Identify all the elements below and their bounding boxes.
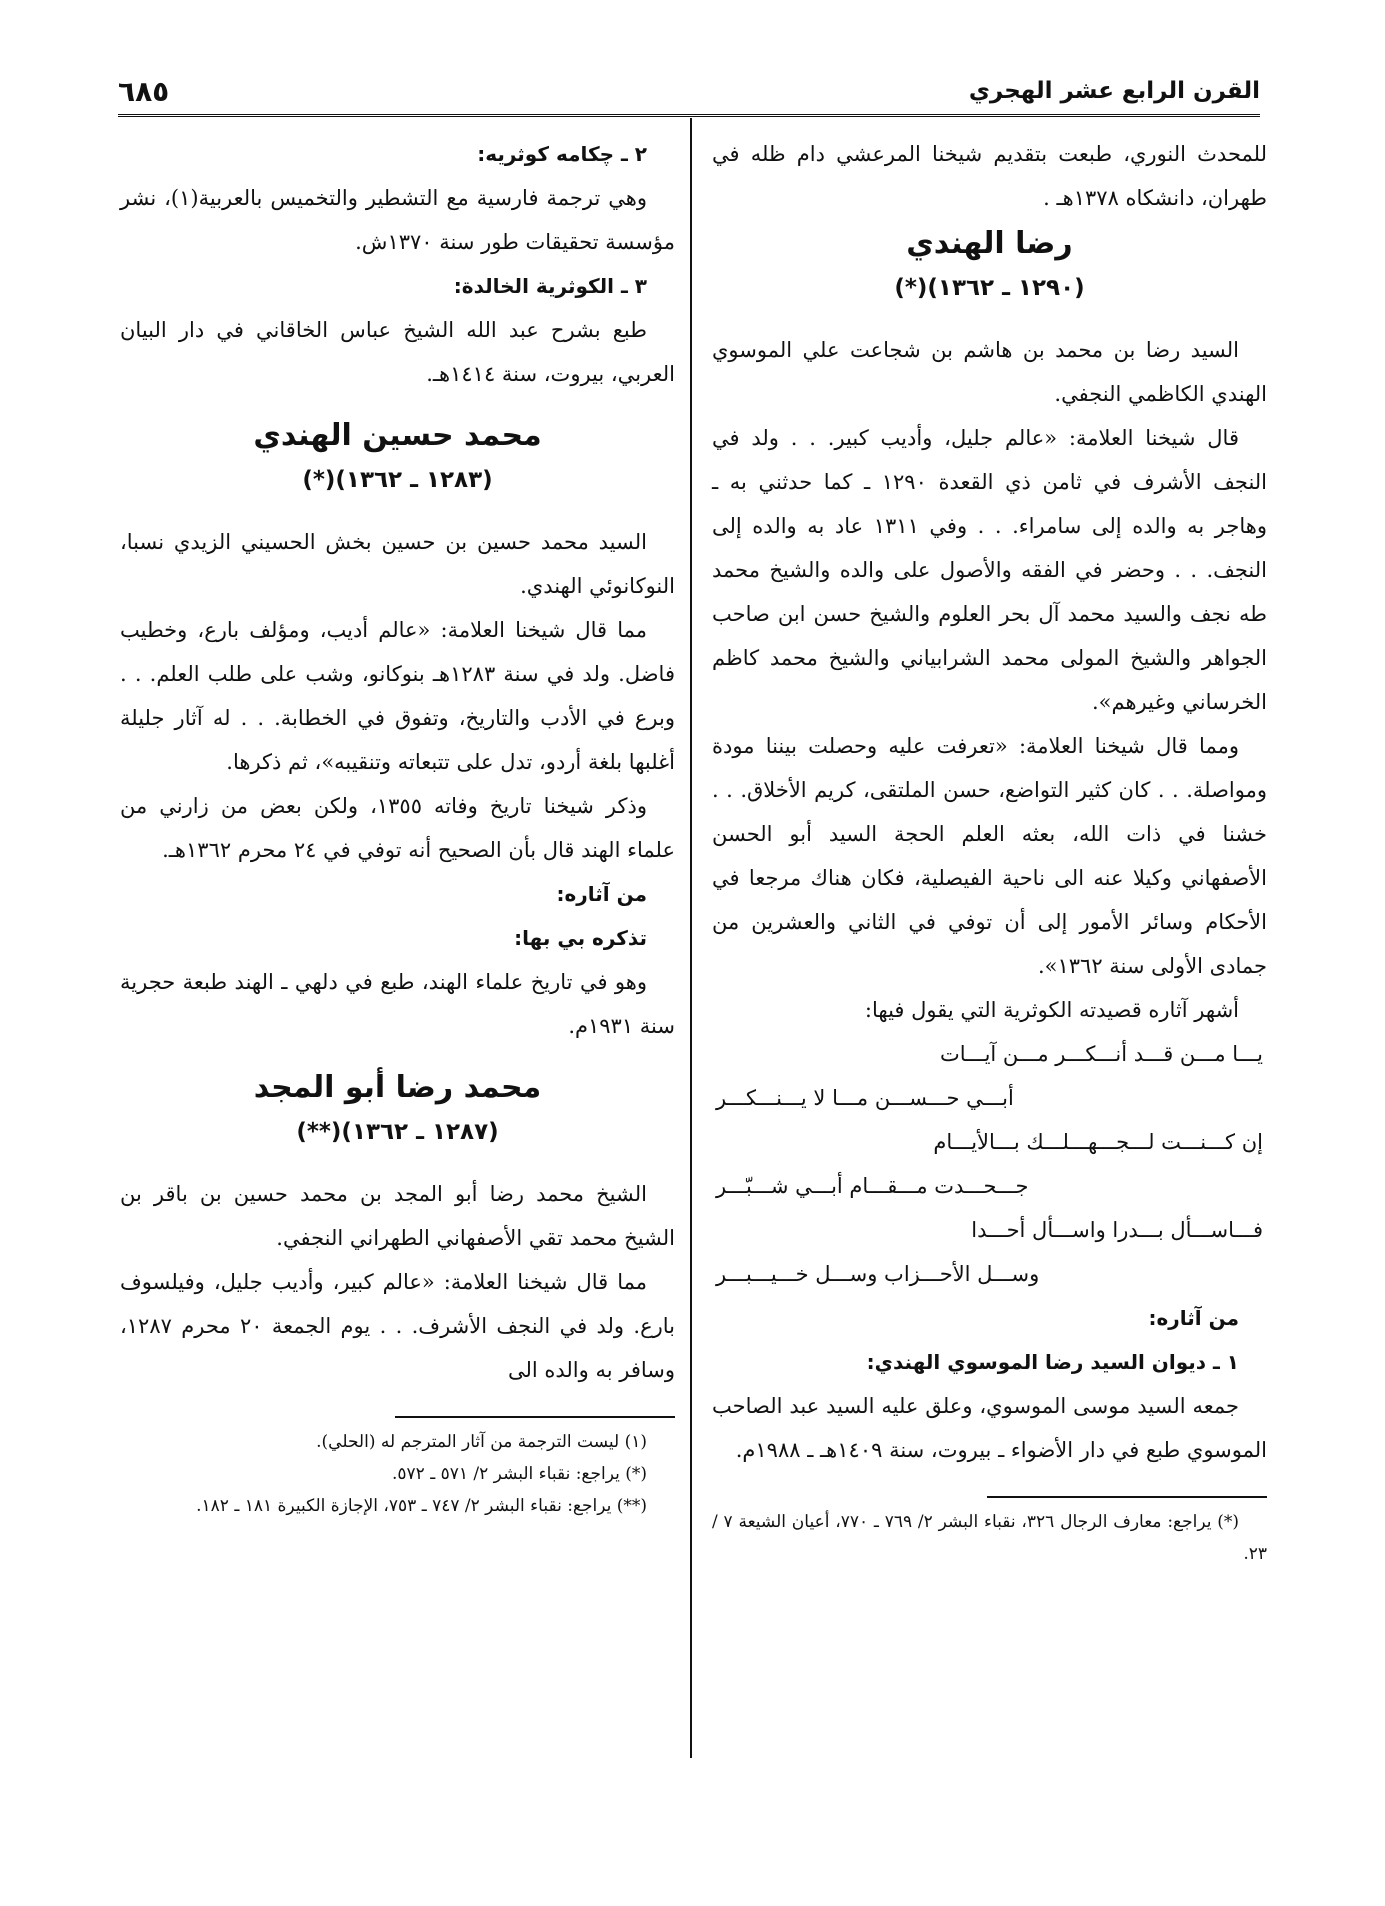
poem-verse: يـــا مـــن قـــد أنـــكـــر مـــن آيـــات (939, 1042, 1263, 1066)
poem-verse: وســـل الأحـــزاب وســـل خـــيـــبـــر (716, 1262, 1040, 1286)
bio-paragraph: السيد محمد حسين بن حسين بخش الحسيني الزيدي نسبا، النوكانوئي الهندي. (120, 530, 675, 598)
quote-paragraph-2: وذكر شيخنا تاريخ وفاته ١٣٥٥، ولكن بعض من زارني من علماء الهند قال بأن الصحيح أنه توفي في ٢٤ محرم ١٣٦٢هـ. (120, 794, 675, 862)
header-rule (118, 114, 1260, 117)
footnote-rule (987, 1496, 1267, 1498)
entry-heading-abu-al-majd: محمد رضا أبو المجد (253, 1070, 542, 1105)
poem-intro: أشهر آثاره قصيدته الكوثرية التي يقول فيها: (864, 998, 1239, 1022)
footnote-rule (395, 1416, 675, 1418)
work-description: وهي ترجمة فارسية مع التشطير والتخميس بالعربية(١)، نشر مؤسسة تحقيقات طور سنة ١٣٧٠ش. (120, 186, 675, 254)
quote-paragraph: قال شيخنا العلامة: «عالم جليل، وأديب كبير. . . ولد في النجف الأشرف في ثامن ذي القعدة ١٢٩٠ ـ كما حدثني به ـ وهاجر به والده إلى سامراء. . . وفي ١٣١١ عاد به والده إلى النجف. . . وحضر في الفقه والأصول على والده والشيخ محمد طه نجف والسيد محمد آل بحر العلوم والشيخ حسن ابن صاحب الجواهر والشيخ المولى محمد الشرابياني والشيخ محمد كاظم الخرساني وغيرهم». (712, 426, 1268, 714)
footnote: (*) يراجع: نقباء البشر ٢/ ٥٧١ ـ ٥٧٢. (391, 1464, 647, 1484)
work-description: وهو في تاريخ علماء الهند، طبع في دلهي ـ الهند طبعة حجرية سنة ١٩٣١م. (120, 970, 675, 1038)
intro-paragraph: للمحدث النوري، طبعت بتقديم شيخنا المرعشي دام ظله في طهران، دانشكاه ١٣٧٨هـ . (712, 142, 1267, 210)
entry-heading-muhammad-husayn: محمد حسين الهندي (253, 418, 542, 453)
work-description: طبع بشرح عبد الله الشيخ عباس الخاقاني في دار البيان العربي، بيروت، سنة ١٤١٤هـ. (120, 318, 675, 386)
bio-paragraph: السيد رضا بن محمد بن هاشم بن شجاعت علي الموسوي الهندي الكاظمي النجفي. (712, 338, 1267, 406)
bio-paragraph: الشيخ محمد رضا أبو المجد بن محمد حسين بن باقر بن الشيخ محمد تقي الأصفهاني الطهراني النجفي. (120, 1182, 675, 1250)
poem-verse: إن كـــنـــت لـــجـــهـــلـــك بـــالأيـــام (933, 1130, 1263, 1154)
footnote: (**) يراجع: نقباء البشر ٢/ ٧٤٧ ـ ٧٥٣، الإجازة الكبيرة ١٨١ ـ ١٨٢. (196, 1496, 647, 1516)
works-label: من آثاره: (556, 882, 647, 906)
quote-paragraph: مما قال شيخنا العلامة: «عالم كبير، وأديب جليل، وفيلسوف بارع. ولد في النجف الأشرف. . . يوم الجمعة ٢٠ محرم ١٢٨٧، وسافر به والده الى (120, 1270, 675, 1382)
footnote: (١) ليست الترجمة من آثار المترجم له (الحلي). (316, 1432, 647, 1452)
entry-dates: (١٢٨٣ ـ ١٣٦٢)(*) (302, 467, 493, 493)
quote-paragraph-2: ومما قال شيخنا العلامة: «تعرفت عليه وحصلت بيننا مودة ومواصلة. . . كان كثير التواضع، حسن الملتقى، كريم الأخلاق. . . خشنا في ذات الله، بعثه العلم الحجة السيد أبو الحسن الأصفهاني وكيلا عنه الى ناحية الفيصلية، فكان هناك مرجعا في الأحكام وسائر الأمور إلى أن توفي في الثاني والعشرين من جمادى الأولى سنة ١٣٦٢». (712, 734, 1267, 978)
page-header (118, 70, 1260, 112)
footnote: (*) يراجع: معارف الرجال ٣٢٦، نقباء البشر ٢/ ٧٦٩ ـ ٧٧٠، أعيان الشيعة ٧ / ٢٣. (712, 1512, 1267, 1564)
right-column (712, 132, 1267, 1570)
work-title: ٢ ـ چكامه كوثريه: (477, 142, 647, 166)
work-description: جمعه السيد موسى الموسوي، وعلق عليه السيد عبد الصاحب الموسوي طبع في دار الأضواء ـ بيروت، سنة ١٤٠٩هـ ـ ١٩٨٨م. (712, 1394, 1267, 1462)
poem-verse: جـــحـــدت مـــقـــام أبـــي شـــبّـــر (716, 1174, 1029, 1198)
work-title: ٣ ـ الكوثرية الخالدة: (453, 274, 647, 298)
page-number: ٦٨٥ (118, 74, 170, 108)
running-head: القرن الرابع عشر الهجري (968, 78, 1260, 104)
poem-verse: فـــاســـأل بـــدرا واســـأل أحـــدا (971, 1218, 1263, 1242)
entry-dates: (١٢٨٧ ـ ١٣٦٢)(**) (296, 1119, 499, 1145)
poem (716, 1032, 1263, 1296)
work-title: تذكره بي بها: (514, 926, 647, 950)
works-label: من آثاره: (1148, 1306, 1239, 1330)
entry-heading-rida-hindi: رضا الهندي (906, 226, 1073, 261)
entry-dates: (١٢٩٠ ـ ١٣٦٢)(*) (894, 275, 1085, 301)
quote-paragraph: مما قال شيخنا العلامة: «عالم أديب، ومؤلف بارع، وخطيب فاضل. ولد في سنة ١٢٨٣هـ بنوكانو، وشب على طلب العلم. . . وبرع في الأدب والتاريخ، وتفوق في الخطابة. . . له آثار جليلة أغلبها بلغة أردو، تدل على تتبعاته وتنقيبه»، ثم ذكرها. (120, 618, 675, 774)
poem-verse: أبـــي حـــســـن مـــا لا يـــنـــكـــر (716, 1086, 1014, 1110)
work-title: ١ ـ ديوان السيد رضا الموسوي الهندي: (866, 1350, 1239, 1374)
column-divider (690, 118, 692, 1758)
left-column (120, 132, 675, 1522)
